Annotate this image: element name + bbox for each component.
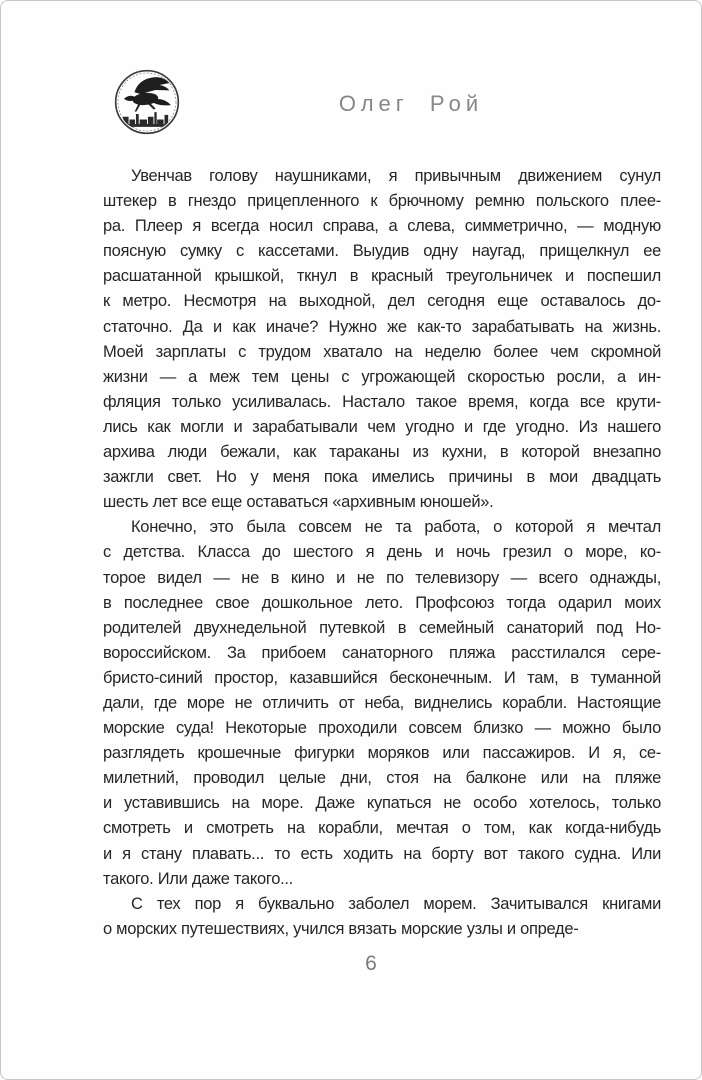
text-line: с детства. Класса до шестого я день и ночь грезил о море, ко- <box>103 543 661 562</box>
text-line: дали, где море не отличить от неба, виднелись корабли. Настоящие <box>103 693 661 712</box>
text-line: архива люди бежали, как тараканы из кухни, в которой внезапно <box>103 443 661 462</box>
pegasus-over-city-emblem-icon <box>110 67 184 137</box>
text-line: лись как могли и зарабатывали чем угодно и где угодно. Из нашего <box>103 417 661 436</box>
text-line: милетний, проводил целые дни, стоя на балконе или на пляже <box>103 769 661 788</box>
running-head-author: Олег Рой <box>338 91 484 116</box>
text-line: С тех пор я буквально заболел морем. Зачитывался книгами <box>131 894 661 913</box>
text-line: Увенчав голову наушниками, я привычным движением сунул <box>131 167 661 185</box>
text-line: фляция только усиливалась. Настало такое время, когда все крути- <box>103 392 661 411</box>
text-line: морские суда! Некоторые проходили совсем близко — можно было <box>103 719 661 738</box>
text-line: торое видел — не в кино и не по телевизору — всего однажды, <box>103 568 661 587</box>
text-line: ра. Плеер я всегда носил справа, а слева, симметрично, — модную <box>103 217 661 236</box>
text-line: родителей двухнедельной путевкой в семейный санаторий под Но- <box>103 618 661 637</box>
text-line: шесть лет все еще оставаться «архивным юношей». <box>103 493 494 512</box>
text-line: о морских путешествиях, учился вязать морские узлы и опреде- <box>103 919 579 938</box>
text-line: расшатанной крышкой, ткнул в красный треугольничек и поспешил <box>103 267 661 286</box>
text-line: к метро. Несмотря на выходной, дел сегодня еще оставалось до- <box>103 292 661 311</box>
text-line: Конечно, это была совсем не та работа, о которой я мечтал <box>131 518 661 537</box>
page-body-text <box>103 164 661 942</box>
text-line: поясную сумку с кассетами. Выудив одну наугад, прищелкнул ее <box>103 242 661 261</box>
page-number: 6 <box>365 952 377 975</box>
text-line: жизни — а меж тем цены с угрожающей скоростью росли, а ин- <box>103 367 661 386</box>
publisher-emblem <box>110 67 184 137</box>
text-line: статочно. Да и как иначе? Нужно же как-то зарабатывать на жизнь. <box>103 317 661 336</box>
text-line: смотреть и смотреть на корабли, мечтая о том, как когда-нибудь <box>103 819 661 838</box>
text-line: штекер в гнездо прицепленного к брючному ремню польского плее- <box>103 192 661 211</box>
text-line: и я стану плавать... то есть ходить на борту вот такого судна. Или <box>103 844 661 863</box>
text-line: разглядеть крошечные фигурки моряков или пассажиров. И я, се- <box>103 744 661 763</box>
text-line: в последнее свое дошкольное лето. Профсоюз тогда одарил моих <box>103 593 661 612</box>
text-line: бристо-синий простор, казавшийся бесконечным. И там, в туманной <box>103 668 661 687</box>
text-line: зажгли свет. Но у меня пока имелись причины в мои двадцать <box>103 468 661 487</box>
text-line: и уставившись на море. Даже купаться не особо хотелось, только <box>103 794 661 813</box>
text-line: такого. Или даже такого... <box>103 869 293 888</box>
text-line: вороссийском. За прибоем санаторного пляжа расстилался сере- <box>103 643 661 662</box>
text-line: Моей зарплаты с трудом хватало на неделю более чем скромной <box>103 342 661 361</box>
